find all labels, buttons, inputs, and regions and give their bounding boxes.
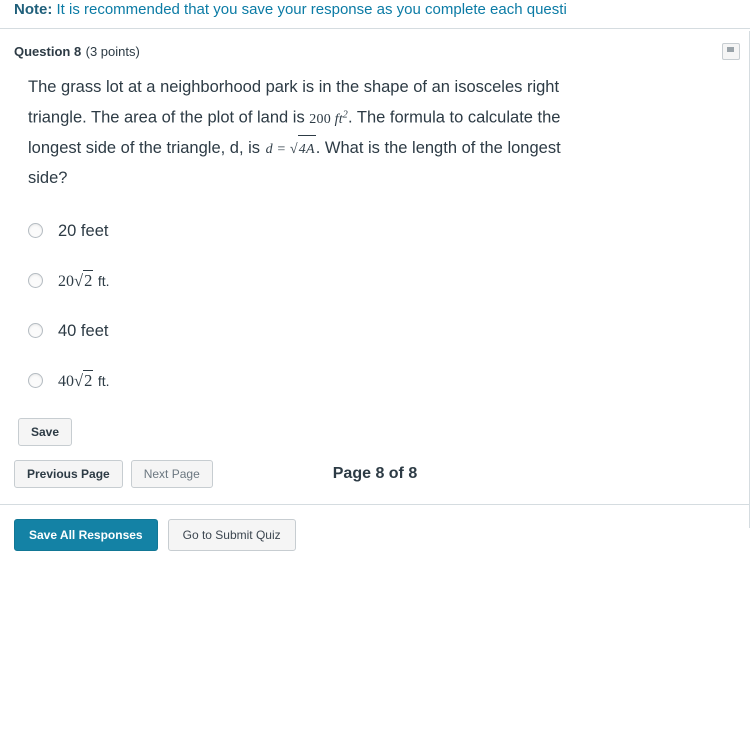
question-title: Question 8 [14, 44, 82, 59]
radical-sign: √ [74, 270, 84, 290]
answer-option-c[interactable] [28, 306, 750, 356]
answer-option-b[interactable] [28, 256, 750, 306]
question-points: (3 points) [85, 44, 140, 59]
save-row [0, 406, 750, 446]
pagination-bar [0, 446, 750, 504]
answer-label-c: 40 feet [58, 321, 109, 340]
page-indicator: Page 8 of 8 [332, 464, 418, 482]
answer-options [0, 192, 750, 406]
bottom-action-bar [0, 505, 750, 551]
note-text: It is recommended that you save your response as you complete each questi [52, 1, 567, 18]
question-text [0, 61, 750, 192]
answer-b-radical [74, 270, 93, 291]
question-text-line-2 [28, 101, 740, 134]
answer-b-coefficient: 20 [58, 272, 74, 290]
area-unit: ft [334, 111, 343, 127]
save-button[interactable]: Save [18, 418, 72, 446]
question-text-line-4: side? [28, 168, 68, 187]
question-text-line-3-prefix: longest side of the triangle, d, is [28, 138, 265, 157]
area-expression [309, 109, 348, 127]
answer-option-d[interactable] [28, 356, 750, 406]
save-all-responses-button[interactable]: Save All Responses [14, 519, 158, 551]
radical-sign: √ [74, 370, 84, 390]
answer-b-unit: ft. [97, 272, 110, 289]
question-header [0, 29, 750, 61]
formula-expression [265, 135, 316, 164]
flag-icon[interactable] [722, 43, 740, 60]
go-to-submit-quiz-button[interactable]: Go to Submit Quiz [168, 519, 296, 551]
previous-page-button[interactable]: Previous Page [14, 460, 123, 488]
radical-sign: √ [289, 141, 298, 157]
question-block [0, 29, 750, 446]
question-text-line-2-suffix: . The formula to calculate the [348, 108, 561, 127]
next-page-button[interactable]: Next Page [131, 460, 213, 488]
question-text-line-3-suffix: . What is the length of the longest [315, 138, 561, 157]
formula-radicand: 4A [298, 135, 316, 164]
question-text-line-2-prefix: triangle. The area of the plot of land is [28, 108, 310, 127]
answer-b-radicand: 2 [84, 270, 93, 290]
area-exponent: 2 [342, 109, 348, 120]
formula-lhs: d = [265, 141, 287, 157]
radio-icon[interactable] [28, 223, 43, 238]
answer-d-coefficient: 40 [58, 372, 74, 390]
quiz-note-banner [0, 0, 750, 28]
radio-icon[interactable] [28, 323, 43, 338]
answer-d-radicand: 2 [84, 370, 93, 390]
answer-label-b [58, 270, 110, 292]
radio-icon[interactable] [28, 373, 43, 388]
note-label: Note: [14, 1, 53, 18]
answer-d-unit: ft. [97, 372, 110, 389]
question-text-line-1: The grass lot at a neighborhood park is in the shape of an isosceles right [28, 78, 560, 96]
radio-icon[interactable] [28, 273, 43, 288]
answer-label-d [58, 370, 110, 392]
answer-label-a: 20 feet [58, 221, 109, 240]
question-heading [14, 43, 140, 61]
answer-d-radical [74, 370, 93, 391]
area-value: 200 [309, 111, 331, 127]
question-text-line-3 [28, 134, 740, 164]
answer-option-a[interactable] [28, 206, 750, 256]
